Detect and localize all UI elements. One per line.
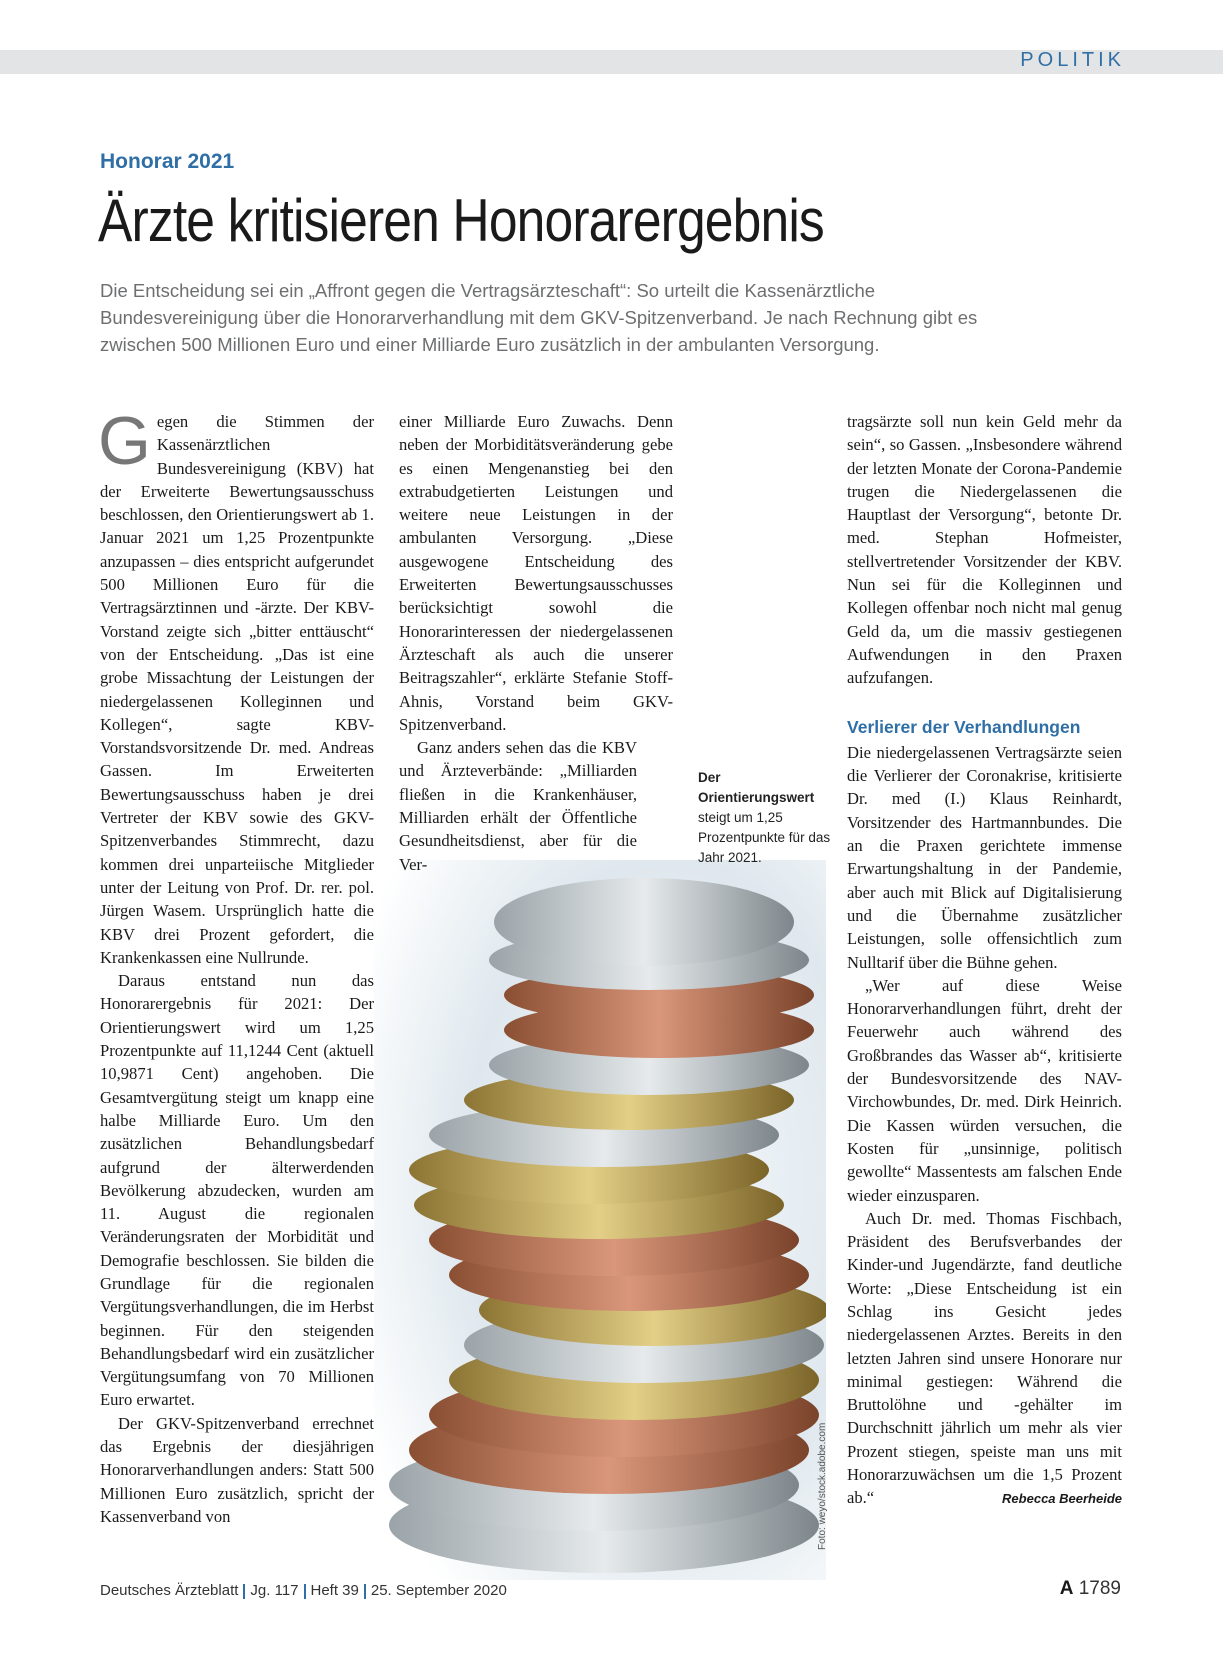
journal-volume: Jg. 117 (250, 1582, 299, 1599)
author-name: Rebecca Beerheide (1002, 1490, 1122, 1506)
text-column-2 (399, 410, 673, 876)
article-lead: Die Entscheidung sei ein „Affront gegen die Vertragsärzteschaft“: So urteilt die Kassenärztliche Bundesvereinigung über die Honorarverhandlung mit dem GKV-Spitzenverband. Je nach Rechnung gibt es zwischen 500 Millionen Euro und einer Milliarde Euro zusätzlich in der ambulanten Versorgung. (100, 280, 978, 355)
paragraph: Die niedergelassenen Vertragsärzte seien die Verlierer der Coronakrise, kritisierte Dr. med (I.) Klaus Reinhardt, Vorsitzender des Hartmannbundes. Die an die Praxen gerichtete immense Erwartungshaltung in der Pandemie, aber auch mit Blick auf Digitalisierung und die Übernahme zusätzlicher Leistungen, solle offensichtlich zum Nulltarif über die Bühne gehen. (847, 742, 1122, 972)
coin-stack-photo (374, 860, 826, 1580)
paragraph: tragsärzte soll nun kein Geld mehr da sein“, so Gassen. „Insbesondere während der letzten Monate der Corona-Pandemie trugen die Niedergelassenen die Hauptlast der Versorgung“, betonte Dr. med. Stephan Hofmeister, stellvertretender Vorsitzender der KBV. Nun sei für die Kolleginnen und Kollegen offenbar noch nicht mal genug Geld da, um die massiv gestiegenen Aufwendungen in den Praxen aufzufangen. (847, 412, 1122, 688)
paragraph: „Wer auf diese Weise Honorarverhandlungen führt, dreht der Feuerwehr auch während des Großbrandes das Wasser ab“, kritisierte der Bundesvorsitzende des NAV-Virchowbundes, Dr. med. Dirk Heinrich. Die Kassen würden versuchen, die Kosten für „unsinnige, politisch gewollte“ Massentests am falschen Ende wieder einzusparen. (847, 975, 1122, 1205)
text-column-3 (847, 410, 1122, 1510)
footer-separator (304, 1584, 306, 1599)
article-headline: Ärzte kritisieren Honorarergebnis (98, 187, 824, 254)
page-footer (100, 1582, 507, 1599)
photo-credit: Foto: weyo/stock.adobe.com (817, 1422, 828, 1550)
image-caption (698, 768, 832, 868)
page-number-value: 1789 (1078, 1578, 1121, 1599)
caption-bold: Der Orientierungswert (698, 770, 815, 805)
journal-issue: Heft 39 (310, 1582, 359, 1599)
text-column-1 (98, 403, 374, 1528)
footer-separator (364, 1584, 366, 1599)
page-prefix: A (1059, 1578, 1074, 1599)
section-label: POLITIK (1020, 49, 1125, 71)
article-kicker: Honorar 2021 (100, 150, 235, 173)
paragraph: egen die Stimmen der Kassenärztlichen Bundesvereinigung (KBV) hat der Erweiterte Bewertungsausschuss beschlossen, den Orientierungswert ab 1. Januar 2021 um 1,25 Prozentpunkte anzupassen – dies entspricht aufgerundet 500 Millionen Euro für die Vertragsärztinnen und -ärzte. Der KBV-Vorstand zeigte sich „bitter enttäuscht“ von der Entscheidung. „Das ist eine grobe Missachtung der Leistungen der niedergelassenen Kolleginnen und Kollegen“, sagte KBV-Vorstandsvorsitzende Dr. med. Andreas Gassen. Im Erweiterten Bewertungsausschuss haben je drei Vertreter der KBV sowie des GKV-Spitzenverbandes Stimmrecht, dazu kommen drei unparteiische Mitglieder unter der Leitung von Prof. Dr. rer. pol. Jürgen Wasem. Ursprünglich hatte die KBV drei Prozent gefordert, die Krankenkassen eine Nullrunde. (100, 412, 374, 967)
subheading: Verlierer der Verhandlungen (847, 716, 1081, 737)
drop-cap: G (98, 403, 151, 479)
paragraph: Ganz anders sehen das die KBV und Ärzteverbände: „Milliarden fließen in die Krankenhäuser, Milliarden erhält der Öffentliche Gesundheitsdienst, aber für die Ver- (399, 738, 637, 874)
paragraph: einer Milliarde Euro Zuwachs. Denn neben der Morbiditätsveränderung gebe es einen Mengenanstieg bei den extrabudgetierten Leistungen und weitere neue Leistungen in der ambulanten Versorgung. „Diese ausgewogene Entscheidung des Erweiterten Bewertungsausschusses berücksichtigt sowohl die Honorarinteressen der niedergelassenen Ärzteschaft als auch die unserer Beitragszahler“, erklärte Stefanie Stoff-Ahnis, Vorstand beim GKV-Spitzenverband. (399, 412, 673, 734)
paragraph: Der GKV-Spitzenverband errechnet das Ergebnis der diesjährigen Honorarverhandlungen anders: Statt 500 Millionen Euro zusätzlich, spricht der Kassenverband von (100, 1413, 374, 1526)
caption-text: steigt um 1,25 Prozentpunkte für das Jahr 2021. (698, 810, 831, 865)
journal-date: 25. September 2020 (370, 1582, 507, 1599)
paragraph: Auch Dr. med. Thomas Fischbach, Präsident des Berufsverbandes der Kinder-und Jugendärzte, fand deutliche Worte: „Diese Entscheidung ist ein Schlag ins Gesicht jedes niedergelassenen Arztes. Bereits in den letzten Jahren sind unsere Honorare nur minimal gestiegen: Während die Bruttolöhne und -gehälter im Durchschnitt jährlich um mehr als vier Prozent stiegen, speiste man uns mit Honorarzuwächsen um die 1,5 Prozent ab.“ (847, 1208, 1122, 1508)
journal-name: Deutsches Ärzteblatt (100, 1582, 239, 1599)
paragraph: Daraus entstand nun das Honorarergebnis für 2021: Der Orientierungswert wird um 1,25 Prozentpunkte auf 11,1244 Cent (aktuell 10,9871 Cent) angehoben. Die Gesamtvergütung steigt um knapp eine halbe Milliarde Euro. Um den zusätzlichen Behandlungsbedarf aufgrund der älterwerdenden Bevölkerung abzudecken, wurden am 11. August die regionalen Veränderungsraten der Morbidität und Demografie beschlossen. Sie bilden die Grundlage für die regionalen Vergütungsverhandlungen, die im Herbst beginnen. Für den steigenden Behandlungsbedarf wird ein zusätzlicher Vergütungsumfang von 70 Millionen Euro erwartet. (100, 971, 374, 1410)
footer-separator (243, 1584, 245, 1599)
page-number (1060, 1578, 1121, 1600)
